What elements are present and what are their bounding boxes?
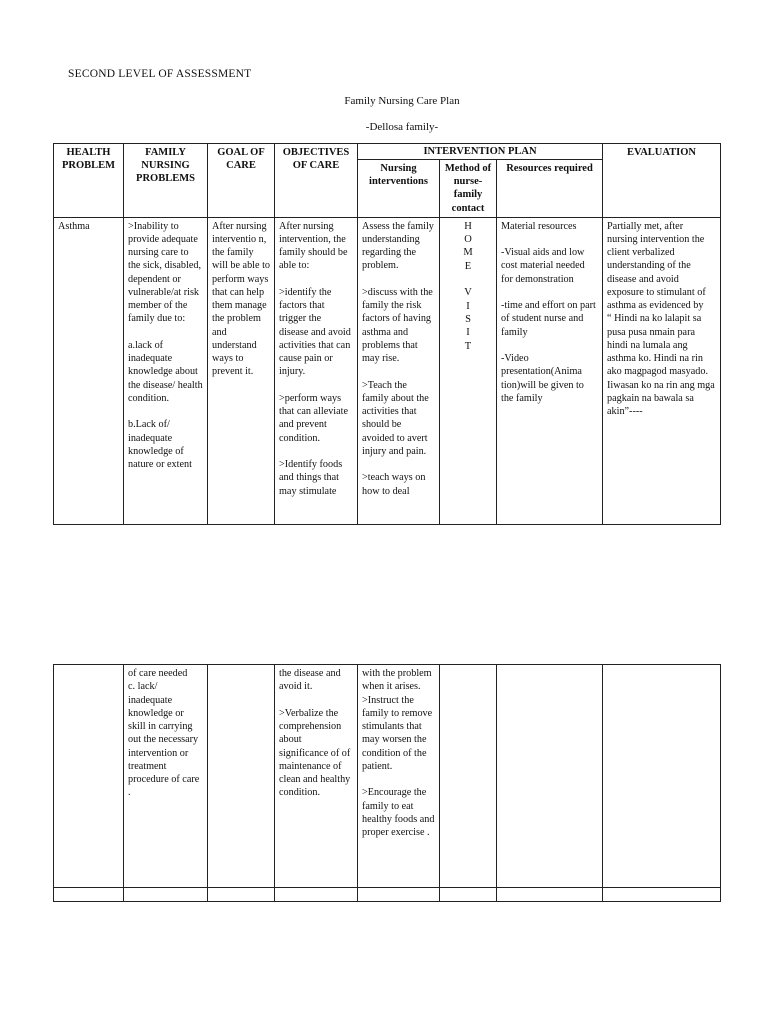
header-health-problem: HEALTH PROBLEM xyxy=(54,144,124,218)
evaluation-text: Partially met, after nursing intervention the client verbalized understanding of the disease and avoid exposure to stimulant of asthma as evidenced by “ Hindi na ko lalapit sa pusa pusa nmain para hindi na lumala ang asthma ko. Hindi na rin ako magpagod masyado. Iiwasan ko na rin ang mga pagkain na bawala sa akin”---- xyxy=(607,220,715,418)
header-resources-required: Resources required xyxy=(497,160,603,218)
objectives-of-care-text: After nursing intervention, the family should be able to: >identify the factors that trigger the disease and avoid activities that can cause pain or injury. >perform ways that can alleviate and prevent condition. >Identify foods and things that may stimulate xyxy=(279,220,351,497)
header-evaluation: EVALUATION xyxy=(603,144,721,218)
method-letter: V xyxy=(464,287,472,299)
cell-objectives-of-care xyxy=(275,665,358,888)
cell-family-nursing-problems xyxy=(124,217,208,524)
header-method-of-contact: Method of nurse-family contact xyxy=(440,160,497,218)
empty-cell xyxy=(440,888,497,902)
method-text xyxy=(444,667,492,885)
document-title: Family Nursing Care Plan xyxy=(344,95,460,107)
goal-of-care-text: After nursing interventio n, the family will be able to perform ways that can help them manage the problem and understand ways to prevent it. xyxy=(212,220,270,378)
method-letter: S xyxy=(465,314,471,326)
table-row xyxy=(54,665,721,888)
cell-method-of-contact xyxy=(440,665,497,888)
empty-cell xyxy=(208,888,275,902)
cell-family-nursing-problems xyxy=(124,665,208,888)
empty-cell xyxy=(603,888,721,902)
header-row xyxy=(54,144,721,160)
empty-cell xyxy=(497,888,603,902)
cell-health-problem xyxy=(54,217,124,524)
care-plan-table-page1 xyxy=(53,143,721,525)
cell-resources-required xyxy=(497,217,603,524)
health-problem-text: Asthma xyxy=(58,220,90,232)
cell-nursing-interventions xyxy=(358,217,440,524)
method-letter: I xyxy=(466,327,470,339)
method-letter: H xyxy=(464,220,472,232)
family-nursing-problems-text: of care needed c. lack/ inadequate knowledge or skill in carrying out the necessary intervention or treatment procedure of care . xyxy=(128,668,200,799)
cell-evaluation xyxy=(603,665,721,888)
header-objectives-of-care: OBJECTIVES OF CARE xyxy=(275,144,358,218)
method-letters xyxy=(444,220,492,522)
empty-cell xyxy=(124,888,208,902)
goal-of-care-text xyxy=(212,667,270,885)
empty-cell xyxy=(358,888,440,902)
nursing-interventions-text: with the problem when it arises. >Instruct the family to remove stimulants that may worsen the condition of the patient. >Encourage the family to eat healthy foods and proper exercise . xyxy=(362,668,435,838)
method-letter: M xyxy=(463,247,473,259)
cell-method-of-contact xyxy=(440,217,497,524)
evaluation-text xyxy=(607,667,716,885)
cell-evaluation xyxy=(603,217,721,524)
method-letter: E xyxy=(464,260,472,272)
method-letter: O xyxy=(464,234,472,246)
cell-nursing-interventions xyxy=(358,665,440,888)
nursing-interventions-text: Assess the family understanding regarding the problem. >discuss with the family the risk factors of having asthma and problems that may rise. >Teach the family about the activities that should be avoided to avert injury and pain. >teach ways on how to deal xyxy=(362,220,434,497)
care-plan-table-page2 xyxy=(53,664,721,902)
header-family-nursing-problems: FAMILY NURSING PROBLEMS xyxy=(124,144,208,218)
header-nursing-interventions: Nursing interventions xyxy=(358,160,440,218)
cell-health-problem xyxy=(54,665,124,888)
cell-goal-of-care xyxy=(208,217,275,524)
objectives-of-care-text: the disease and avoid it. >Verbalize the comprehension about significance of of maintenance of clean and healthy condition. xyxy=(279,668,351,799)
method-letter: T xyxy=(464,340,472,352)
empty-row xyxy=(54,888,721,902)
cell-goal-of-care xyxy=(208,665,275,888)
assessment-heading: SECOND LEVEL OF ASSESSMENT xyxy=(68,68,252,80)
health-problem-text xyxy=(58,667,119,885)
header-goal-of-care: GOAL OF CARE xyxy=(208,144,275,218)
method-letter: I xyxy=(466,300,470,312)
cell-resources-required xyxy=(497,665,603,888)
header-intervention-plan: INTERVENTION PLAN xyxy=(358,144,603,160)
family-name: -Dellosa family- xyxy=(365,121,439,133)
empty-cell xyxy=(275,888,358,902)
cell-objectives-of-care xyxy=(275,217,358,524)
resources-required-text: Material resources -Visual aids and low cost material needed for demonstration -time and effort on part of student nurse and family -Video presentation(Anima tion)will be given to the family xyxy=(501,220,596,404)
empty-cell xyxy=(54,888,124,902)
resources-required-text xyxy=(501,667,598,885)
family-nursing-problems-text: >Inability to provide adequate nursing care to the sick, disabled, dependent or vulnerable/at risk member of the family due to: a.lack of inadequate knowledge about the disease/ health condition. b.Lack of/ inadequate knowledge of nature or extent xyxy=(128,220,203,471)
table-row xyxy=(54,217,721,524)
